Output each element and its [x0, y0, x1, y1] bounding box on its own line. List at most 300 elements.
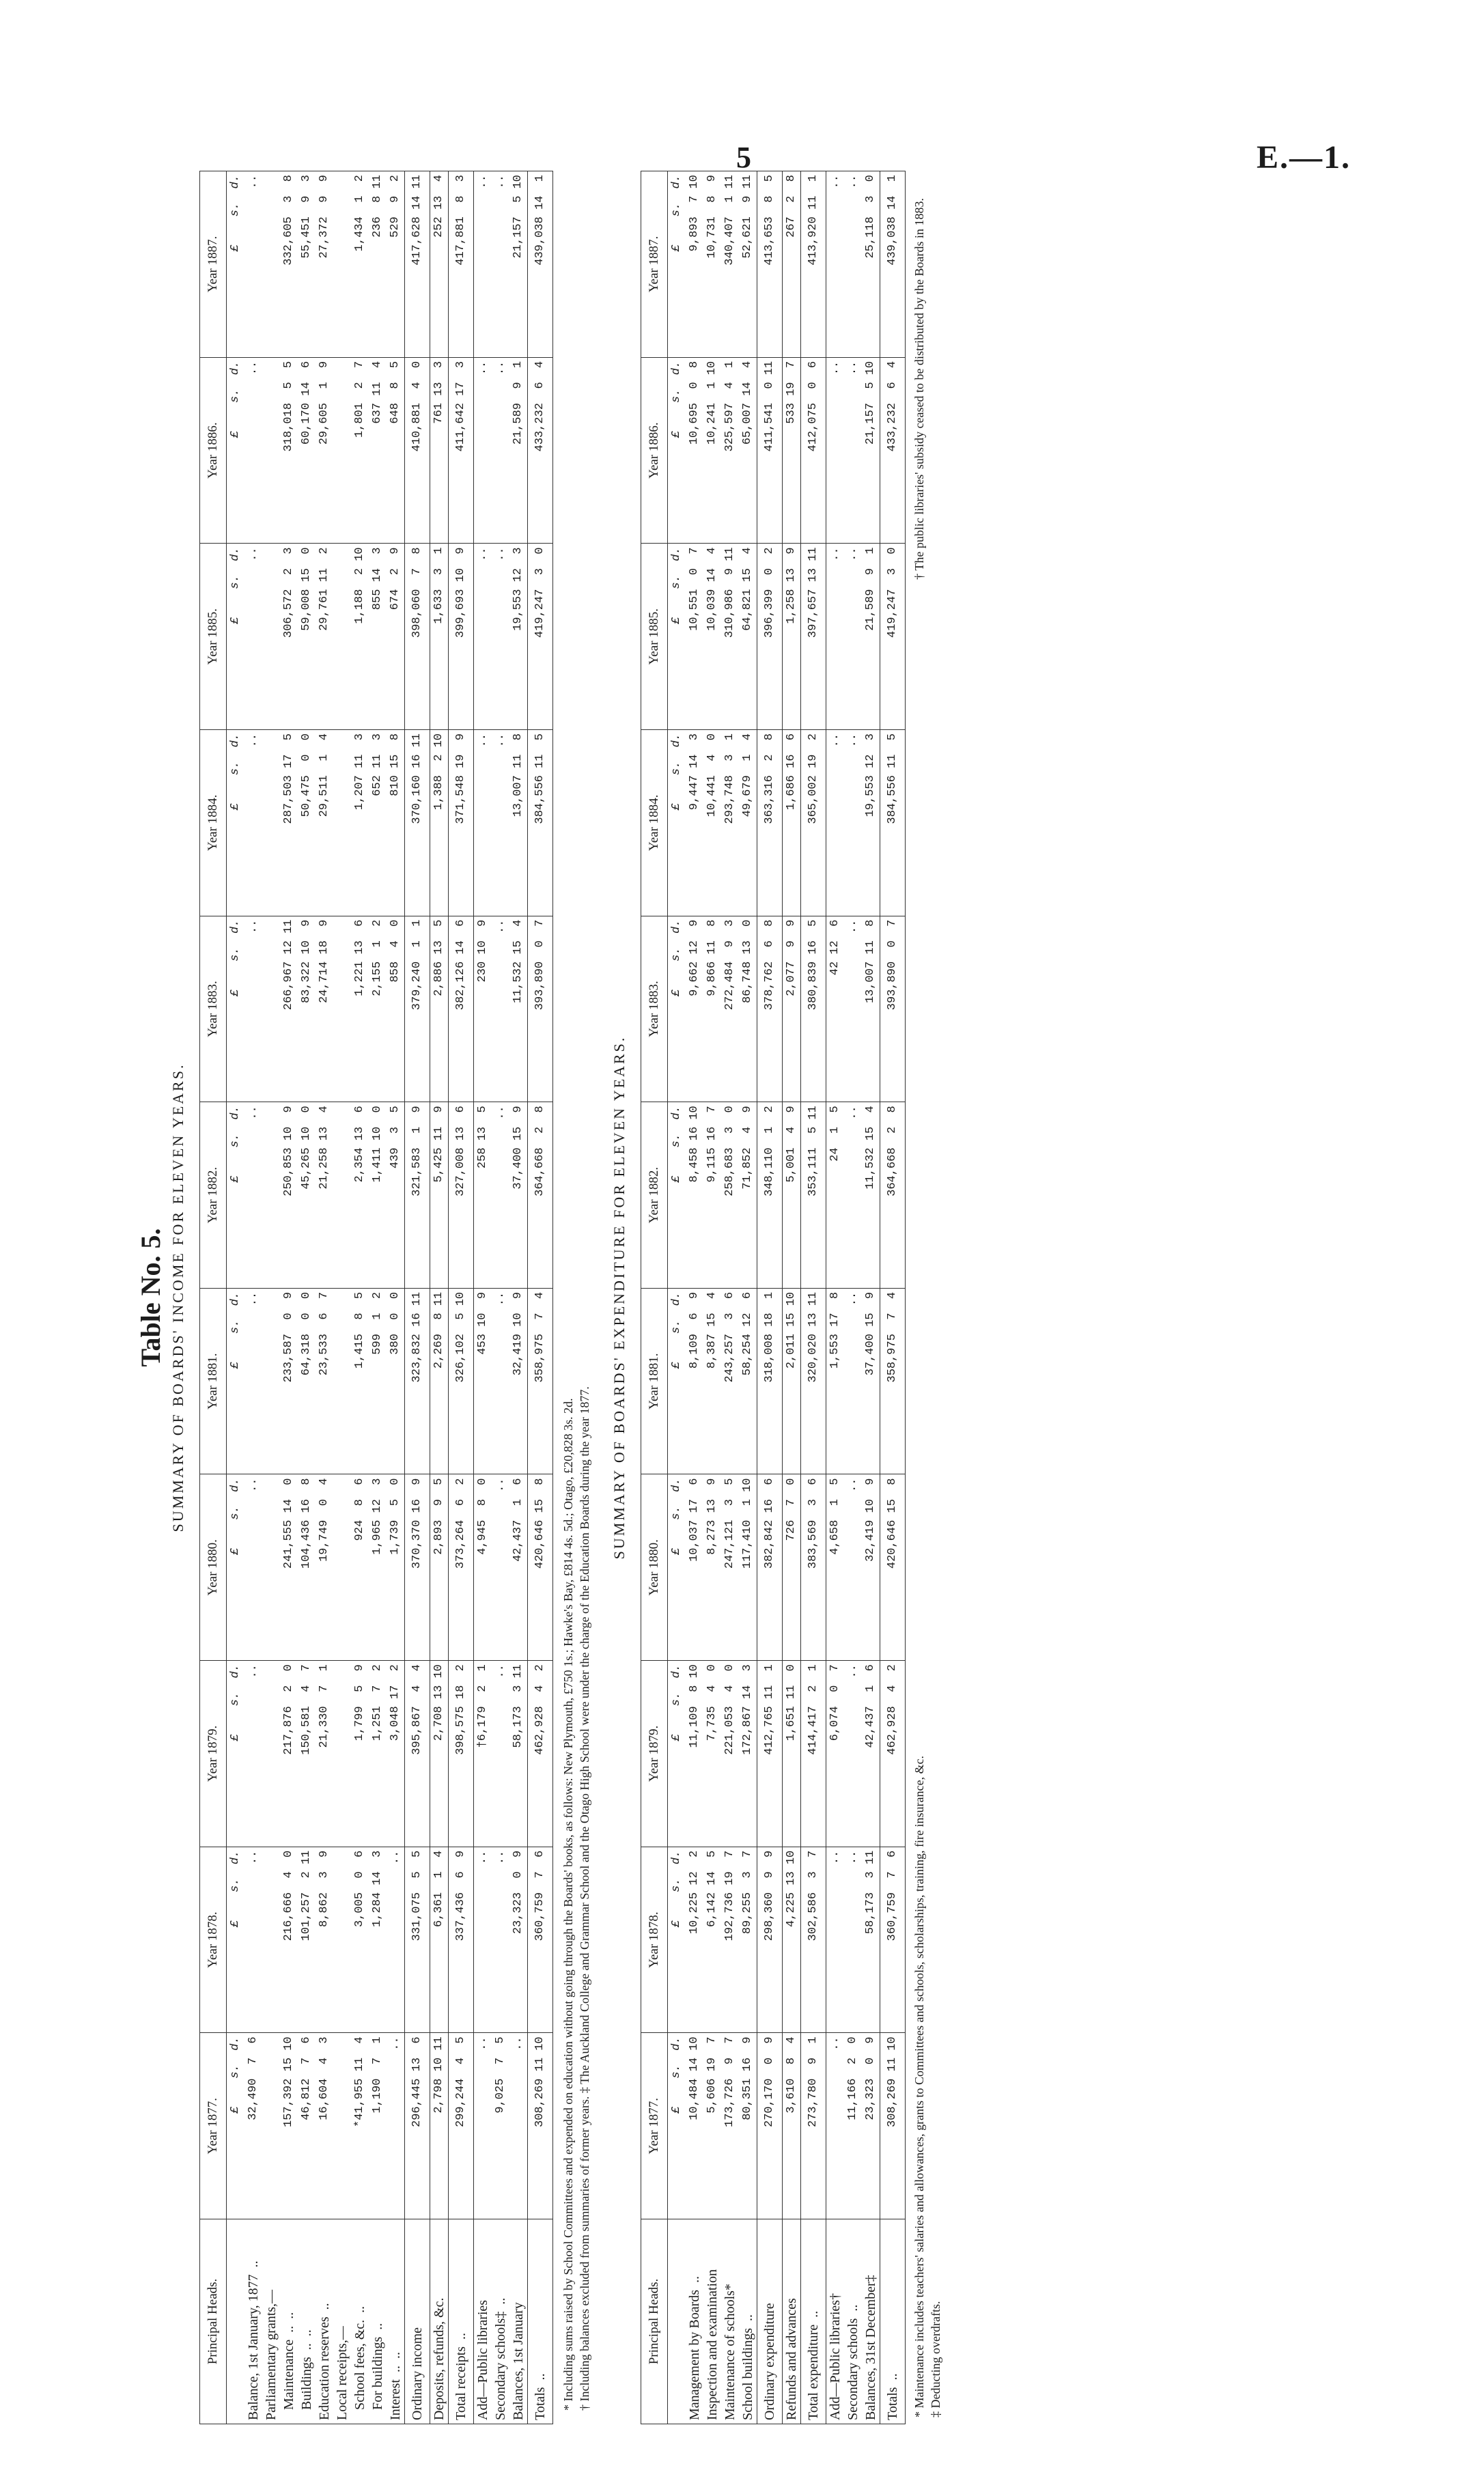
- amount-cell: [262, 1661, 280, 1847]
- amount-cell: 8,862 3 9: [316, 1847, 333, 2033]
- units-cell: £ s. d.: [227, 1102, 245, 1289]
- amount-cell: ..: [509, 2033, 528, 2219]
- amount-cell: [333, 544, 351, 730]
- amount-cell: 217,876 2 0: [280, 1661, 298, 1847]
- table-title: Table No. 5.: [135, 1228, 166, 1367]
- amount-cell: 10,695 0 8: [686, 357, 703, 544]
- expenditure-year-header: Year 1886.: [641, 357, 668, 544]
- amount-cell: ..: [826, 544, 845, 730]
- row-head: Ordinary expenditure: [757, 2219, 783, 2424]
- amount-cell: 172,867 14 3: [739, 1661, 757, 1847]
- amount-cell: ..: [474, 2033, 492, 2219]
- amount-cell: 6,361 1 4: [430, 1847, 449, 2033]
- amount-cell: 21,157 5 10: [509, 171, 528, 358]
- expenditure-subtitle: SUMMARY OF BOARDS' EXPENDITURE FOR ELEVEN YEARS.: [611, 1035, 628, 1560]
- income-note-2: † Including balances excluded from summaries of former years. ‡ The Auckland College and Grammar School and the Otago High School were under the charge of the Education Boards during the year 1877.: [578, 1386, 591, 2411]
- units-cell: £ s. d.: [227, 357, 245, 544]
- amount-cell: [262, 357, 280, 544]
- amount-cell: 310,986 9 11: [721, 544, 739, 730]
- amount-cell: 86,748 13 0: [739, 916, 757, 1102]
- amount-cell: 373,264 6 2: [449, 1474, 474, 1661]
- amount-cell: 23,533 6 7: [316, 1288, 333, 1474]
- units-cell: £ s. d.: [227, 1847, 245, 2033]
- amount-cell: 19,553 12 3: [509, 544, 528, 730]
- units-cell: £ s. d.: [668, 171, 686, 358]
- amount-cell: [333, 1847, 351, 2033]
- amount-cell: 247,121 3 5: [721, 1474, 739, 1661]
- amount-cell: 9,447 14 3: [686, 730, 703, 916]
- amount-cell: 25,118 3 0: [862, 171, 880, 358]
- amount-cell: 855 14 3: [369, 544, 387, 730]
- amount-cell: 58,173 3 11: [509, 1661, 528, 1847]
- amount-cell: [333, 1102, 351, 1289]
- amount-cell: 13,007 11 8: [862, 916, 880, 1102]
- table-row: [387, 171, 405, 2424]
- amount-cell: ..: [492, 357, 509, 544]
- amount-cell: ..: [492, 1847, 509, 2033]
- amount-cell: ..: [826, 357, 845, 544]
- amount-cell: 364,668 2 8: [880, 1102, 906, 1289]
- amount-cell: 1,258 13 9: [783, 544, 801, 730]
- amount-cell: 413,920 11 1: [801, 171, 826, 358]
- amount-cell: 398,060 7 8: [405, 544, 430, 730]
- amount-cell: 6,142 14 5: [703, 1847, 721, 2033]
- amount-cell: 23,323 0 9: [509, 1847, 528, 2033]
- units-cell: £ s. d.: [668, 1847, 686, 2033]
- amount-cell: 1,799 5 9: [351, 1661, 369, 1847]
- amount-cell: 1,651 11 0: [783, 1661, 801, 1847]
- amount-cell: 258 13 5: [474, 1102, 492, 1289]
- income-subtitle: SUMMARY OF BOARDS' INCOME FOR ELEVEN YEARS.: [169, 1063, 186, 1532]
- amount-cell: 420,646 15 8: [528, 1474, 553, 1661]
- amount-cell: 11,109 8 10: [686, 1661, 703, 1847]
- row-head: Interest .. ..: [387, 2219, 405, 2424]
- expenditure-year-header: Year 1885.: [641, 544, 668, 730]
- amount-cell: 10,225 12 2: [686, 1847, 703, 2033]
- table-row: [862, 171, 880, 2424]
- amount-cell: 11,166 2 0: [844, 2033, 862, 2219]
- amount-cell: 10,037 17 6: [686, 1474, 703, 1661]
- amount-cell: 29,605 1 9: [316, 357, 333, 544]
- amount-cell: 273,780 9 1: [801, 2033, 826, 2219]
- amount-cell: 529 9 2: [387, 171, 405, 358]
- row-head: Maintenance of schools*: [721, 2219, 739, 2424]
- table-row: [351, 171, 369, 2424]
- amount-cell: ..: [826, 730, 845, 916]
- amount-cell: 353,111 5 11: [801, 1102, 826, 1289]
- expenditure-year-header: Year 1883.: [641, 916, 668, 1102]
- income-body: [227, 171, 553, 2424]
- amount-cell: 10,241 1 10: [703, 357, 721, 544]
- amount-cell: †6,179 2 1: [474, 1661, 492, 1847]
- amount-cell: ..: [492, 171, 509, 358]
- amount-cell: 2,708 13 10: [430, 1661, 449, 1847]
- amount-cell: 2,798 10 11: [430, 2033, 449, 2219]
- amount-cell: 380,839 16 5: [801, 916, 826, 1102]
- expenditure-units-row: [668, 171, 686, 2424]
- row-head: Education reserves ..: [316, 2219, 333, 2424]
- amount-cell: 250,853 10 9: [280, 1102, 298, 1289]
- amount-cell: 89,255 3 7: [739, 1847, 757, 2033]
- amount-cell: 21,589 9 1: [509, 357, 528, 544]
- amount-cell: 16,604 4 3: [316, 2033, 333, 2219]
- amount-cell: 230 10 9: [474, 916, 492, 1102]
- amount-cell: 325,597 4 1: [721, 357, 739, 544]
- amount-cell: ..: [244, 544, 262, 730]
- amount-cell: 252 13 4: [430, 171, 449, 358]
- units-cell: £ s. d.: [668, 1288, 686, 1474]
- income-year-header: Year 1883.: [200, 916, 227, 1102]
- amount-cell: 323,832 16 11: [405, 1288, 430, 1474]
- units-cell: £ s. d.: [668, 730, 686, 916]
- amount-cell: 46,812 7 6: [298, 2033, 316, 2219]
- amount-cell: 42,437 1 6: [509, 1474, 528, 1661]
- amount-cell: ..: [492, 730, 509, 916]
- expenditure-header-row: [641, 171, 668, 2424]
- amount-cell: 393,890 0 7: [880, 916, 906, 1102]
- rotated-content: [135, 171, 1350, 2424]
- expenditure-year-header: Year 1879.: [641, 1661, 668, 1847]
- amount-cell: 599 1 2: [369, 1288, 387, 1474]
- amount-cell: ..: [844, 544, 862, 730]
- table-row: [739, 171, 757, 2424]
- amount-cell: 64,318 0 0: [298, 1288, 316, 1474]
- expenditure-notes: [911, 171, 944, 2417]
- amount-cell: 320,020 13 11: [801, 1288, 826, 1474]
- amount-cell: 358,975 7 4: [528, 1288, 553, 1474]
- amount-cell: 27,372 9 9: [316, 171, 333, 358]
- amount-cell: 318,018 5 5: [280, 357, 298, 544]
- amount-cell: 150,581 4 7: [298, 1661, 316, 1847]
- amount-cell: 1,739 5 0: [387, 1474, 405, 1661]
- amount-cell: 924 8 6: [351, 1474, 369, 1661]
- amount-cell: 302,586 3 7: [801, 1847, 826, 2033]
- table-row: [757, 171, 783, 2424]
- amount-cell: 266,967 12 11: [280, 916, 298, 1102]
- units-cell: £ s. d.: [227, 1474, 245, 1661]
- table-row: [333, 171, 351, 2424]
- amount-cell: [333, 2033, 351, 2219]
- amount-cell: [262, 1288, 280, 1474]
- amount-cell: [262, 916, 280, 1102]
- amount-cell: 173,726 9 7: [721, 2033, 739, 2219]
- amount-cell: ..: [492, 544, 509, 730]
- units-cell: £ s. d.: [227, 544, 245, 730]
- amount-cell: ..: [244, 730, 262, 916]
- amount-cell: 411,541 0 11: [757, 357, 783, 544]
- amount-cell: 64,821 15 4: [739, 544, 757, 730]
- amount-cell: 1,686 16 6: [783, 730, 801, 916]
- income-year-header: Year 1881.: [200, 1288, 227, 1474]
- document-code: E.—1.: [1257, 139, 1352, 176]
- amount-cell: ..: [474, 357, 492, 544]
- amount-cell: 3,048 17 2: [387, 1661, 405, 1847]
- amount-cell: ..: [244, 916, 262, 1102]
- row-head: Add—Public libraries†: [826, 2219, 845, 2424]
- amount-cell: [333, 171, 351, 358]
- amount-cell: 462,928 4 2: [528, 1661, 553, 1847]
- amount-cell: 192,736 19 7: [721, 1847, 739, 2033]
- amount-cell: 1,633 3 1: [430, 544, 449, 730]
- amount-cell: 417,881 8 3: [449, 171, 474, 358]
- income-year-header: Year 1886.: [200, 357, 227, 544]
- page-number: 5: [736, 141, 751, 174]
- amount-cell: 393,890 0 7: [528, 916, 553, 1102]
- amount-cell: 439,038 14 1: [880, 171, 906, 358]
- amount-cell: 380 0 0: [387, 1288, 405, 1474]
- amount-cell: 3,005 0 6: [351, 1847, 369, 2033]
- amount-cell: ..: [844, 1847, 862, 2033]
- row-head: Deposits, refunds, &c.: [430, 2219, 449, 2424]
- amount-cell: 2,886 13 5: [430, 916, 449, 1102]
- amount-cell: 2,011 15 10: [783, 1288, 801, 1474]
- units-cell: £ s. d.: [668, 1474, 686, 1661]
- table-row: [880, 171, 906, 2424]
- amount-cell: 101,257 2 11: [298, 1847, 316, 2033]
- amount-cell: 331,075 5 5: [405, 1847, 430, 2033]
- amount-cell: 58,173 3 11: [862, 1847, 880, 2033]
- row-head: Maintenance .. ..: [280, 2219, 298, 2424]
- amount-cell: 306,572 2 3: [280, 544, 298, 730]
- row-head: Totals ..: [880, 2219, 906, 2424]
- amount-cell: 652 11 3: [369, 730, 387, 916]
- amount-cell: ..: [844, 1102, 862, 1289]
- amount-cell: ..: [244, 1102, 262, 1289]
- amount-cell: ..: [474, 171, 492, 358]
- income-year-header: Year 1877.: [200, 2033, 227, 2219]
- amount-cell: 9,115 16 7: [703, 1102, 721, 1289]
- amount-cell: 413,653 8 5: [757, 171, 783, 358]
- amount-cell: 1,251 7 2: [369, 1661, 387, 1847]
- units-cell: £ s. d.: [227, 1661, 245, 1847]
- amount-cell: 337,436 6 9: [449, 1847, 474, 2033]
- expenditure-year-header: Year 1887.: [641, 171, 668, 358]
- amount-cell: ..: [474, 544, 492, 730]
- amount-cell: ..: [244, 171, 262, 358]
- amount-cell: [333, 730, 351, 916]
- amount-cell: 5,425 11 9: [430, 1102, 449, 1289]
- amount-cell: 272,484 9 3: [721, 916, 739, 1102]
- table-row: [298, 171, 316, 2424]
- amount-cell: 4,945 8 0: [474, 1474, 492, 1661]
- amount-cell: ..: [244, 1847, 262, 2033]
- amount-cell: 370,370 16 9: [405, 1474, 430, 1661]
- amount-cell: 45,265 10 0: [298, 1102, 316, 1289]
- row-head: Buildings .. ..: [298, 2219, 316, 2424]
- amount-cell: 11,532 15 4: [862, 1102, 880, 1289]
- row-head: Total expenditure ..: [801, 2219, 826, 2424]
- income-year-header: Year 1885.: [200, 544, 227, 730]
- units-cell: £ s. d.: [668, 916, 686, 1102]
- amount-cell: 2,269 8 11: [430, 1288, 449, 1474]
- amount-cell: 296,445 13 6: [405, 2033, 430, 2219]
- table-row: [244, 171, 262, 2424]
- amount-cell: 37,400 15 9: [862, 1288, 880, 1474]
- amount-cell: 270,170 0 9: [757, 2033, 783, 2219]
- amount-cell: *41,955 11 4: [351, 2033, 369, 2219]
- amount-cell: ..: [244, 1474, 262, 1661]
- amount-cell: 10,731 8 9: [703, 171, 721, 358]
- amount-cell: 299,244 4 5: [449, 2033, 474, 2219]
- amount-cell: 308,269 11 10: [528, 2033, 553, 2219]
- amount-cell: 1,284 14 3: [369, 1847, 387, 2033]
- amount-cell: 24 1 5: [826, 1102, 845, 1289]
- row-head: Secondary schools ..: [844, 2219, 862, 2424]
- amount-cell: 258,683 3 0: [721, 1102, 739, 1289]
- amount-cell: 412,075 0 6: [801, 357, 826, 544]
- amount-cell: 9,025 7 5: [492, 2033, 509, 2219]
- amount-cell: 399,693 10 9: [449, 544, 474, 730]
- amount-cell: 23,323 0 9: [862, 2033, 880, 2219]
- amount-cell: 21,330 7 1: [316, 1661, 333, 1847]
- income-note-1: * Including sums raised by School Committees and expended on education without going through the Boards' books, as follows: New Plymouth, £750 1s.; Hawke's Bay, £814 4s. 5d.; Otago, £20,828 3s. 2d.: [561, 1398, 575, 2411]
- amount-cell: 3,610 8 4: [783, 2033, 801, 2219]
- amount-cell: [262, 1474, 280, 1661]
- amount-cell: [262, 1847, 280, 2033]
- amount-cell: ..: [844, 1288, 862, 1474]
- amount-cell: 59,008 15 0: [298, 544, 316, 730]
- amount-cell: 10,484 14 10: [686, 2033, 703, 2219]
- amount-cell: 52,621 9 11: [739, 171, 757, 358]
- amount-cell: 327,008 13 6: [449, 1102, 474, 1289]
- amount-cell: 417,628 14 11: [405, 171, 430, 358]
- table-row: [844, 171, 862, 2424]
- amount-cell: 32,419 10 9: [509, 1288, 528, 1474]
- amount-cell: 414,417 2 1: [801, 1661, 826, 1847]
- income-year-header: Year 1879.: [200, 1661, 227, 1847]
- amount-cell: 42,437 1 6: [862, 1661, 880, 1847]
- amount-cell: 8,387 15 4: [703, 1288, 721, 1474]
- amount-cell: 363,316 2 8: [757, 730, 783, 916]
- row-head: School buildings ..: [739, 2219, 757, 2424]
- amount-cell: 19,553 12 3: [862, 730, 880, 916]
- amount-cell: 360,759 7 6: [528, 1847, 553, 2033]
- table-row: [783, 171, 801, 2424]
- amount-cell: [262, 1102, 280, 1289]
- amount-cell: 326,102 5 10: [449, 1288, 474, 1474]
- amount-cell: [333, 1474, 351, 1661]
- amount-cell: 1,190 7 1: [369, 2033, 387, 2219]
- income-table: [199, 171, 553, 2424]
- amount-cell: 10,441 4 0: [703, 730, 721, 916]
- row-head: Secondary schools‡ ..: [492, 2219, 509, 2424]
- table-row: [405, 171, 430, 2424]
- units-cell: £ s. d.: [227, 1288, 245, 1474]
- amount-cell: 4,225 13 10: [783, 1847, 801, 2033]
- amount-cell: 10,551 0 7: [686, 544, 703, 730]
- amount-cell: 396,399 0 2: [757, 544, 783, 730]
- expenditure-body: [668, 171, 906, 2424]
- expenditure-year-header: Year 1884.: [641, 730, 668, 916]
- amount-cell: 236 8 11: [369, 171, 387, 358]
- row-head: Parliamentary grants,—: [262, 2219, 280, 2424]
- amount-cell: 726 7 0: [783, 1474, 801, 1661]
- amount-cell: 21,589 9 1: [862, 544, 880, 730]
- table-row: [509, 171, 528, 2424]
- amount-cell: 10,039 14 4: [703, 544, 721, 730]
- row-head: Balance, 1st January, 1877 ..: [244, 2219, 262, 2424]
- expenditure-year-header: Year 1881.: [641, 1288, 668, 1474]
- amount-cell: 858 4 0: [387, 916, 405, 1102]
- amount-cell: 348,110 1 2: [757, 1102, 783, 1289]
- amount-cell: 65,007 14 4: [739, 357, 757, 544]
- table-row: [721, 171, 739, 2424]
- table-row: [262, 171, 280, 2424]
- units-cell: £ s. d.: [668, 544, 686, 730]
- amount-cell: 364,668 2 8: [528, 1102, 553, 1289]
- amount-cell: 241,555 14 0: [280, 1474, 298, 1661]
- amount-cell: 360,759 7 6: [880, 1847, 906, 2033]
- amount-cell: ..: [844, 916, 862, 1102]
- amount-cell: 32,490 7 6: [244, 2033, 262, 2219]
- amount-cell: 397,657 13 11: [801, 544, 826, 730]
- amount-cell: ..: [844, 171, 862, 358]
- expenditure-head-label: Principal Heads.: [641, 2219, 668, 2424]
- amount-cell: ..: [492, 1474, 509, 1661]
- amount-cell: [262, 171, 280, 358]
- amount-cell: 383,569 3 6: [801, 1474, 826, 1661]
- amount-cell: [262, 544, 280, 730]
- amount-cell: ..: [492, 916, 509, 1102]
- amount-cell: 2,893 9 5: [430, 1474, 449, 1661]
- amount-cell: [333, 916, 351, 1102]
- amount-cell: 382,126 14 6: [449, 916, 474, 1102]
- amount-cell: 5,001 4 9: [783, 1102, 801, 1289]
- amount-cell: ..: [844, 357, 862, 544]
- amount-cell: 267 2 8: [783, 171, 801, 358]
- amount-cell: 420,646 15 8: [880, 1474, 906, 1661]
- amount-cell: 1,411 10 0: [369, 1102, 387, 1289]
- amount-cell: 382,842 16 6: [757, 1474, 783, 1661]
- table-row: [280, 171, 298, 2424]
- amount-cell: 2,354 13 6: [351, 1102, 369, 1289]
- amount-cell: [262, 2033, 280, 2219]
- amount-cell: ..: [244, 1661, 262, 1847]
- amount-cell: 1,221 13 6: [351, 916, 369, 1102]
- expenditure-year-header: Year 1877.: [641, 2033, 668, 2219]
- amount-cell: ..: [474, 730, 492, 916]
- amount-cell: 13,007 11 8: [509, 730, 528, 916]
- amount-cell: 419,247 3 0: [528, 544, 553, 730]
- amount-cell: 117,410 1 10: [739, 1474, 757, 1661]
- amount-cell: 1,415 8 5: [351, 1288, 369, 1474]
- amount-cell: 2,155 1 2: [369, 916, 387, 1102]
- row-head: Management by Boards ..: [686, 2219, 703, 2424]
- expenditure-note-maintenance: * Maintenance includes teachers' salaries and allowances, grants to Committees and schools, scholarships, training, fire insurance, &c.: [912, 1756, 926, 2417]
- expenditure-note-overdrafts: ‡ Deducting overdrafts.: [929, 2301, 942, 2417]
- income-notes: [560, 171, 593, 2411]
- table-row: [528, 171, 553, 2424]
- amount-cell: 379,240 1 1: [405, 916, 430, 1102]
- amount-cell: 674 2 9: [387, 544, 405, 730]
- income-year-header: Year 1882.: [200, 1102, 227, 1289]
- amount-cell: 1,207 11 3: [351, 730, 369, 916]
- income-units-row: [227, 171, 245, 2424]
- amount-cell: 433,232 6 4: [880, 357, 906, 544]
- units-blank-cell: [668, 2219, 686, 2424]
- amount-cell: 7,735 4 0: [703, 1661, 721, 1847]
- amount-cell: 104,436 16 8: [298, 1474, 316, 1661]
- amount-cell: [262, 730, 280, 916]
- row-head: Total receipts ..: [449, 2219, 474, 2424]
- amount-cell: [333, 1661, 351, 1847]
- income-header-row: [200, 171, 227, 2424]
- row-head: Totals ..: [528, 2219, 553, 2424]
- units-cell: £ s. d.: [227, 2033, 245, 2219]
- amount-cell: 29,511 1 4: [316, 730, 333, 916]
- amount-cell: ..: [492, 1288, 509, 1474]
- amount-cell: 533 19 7: [783, 357, 801, 544]
